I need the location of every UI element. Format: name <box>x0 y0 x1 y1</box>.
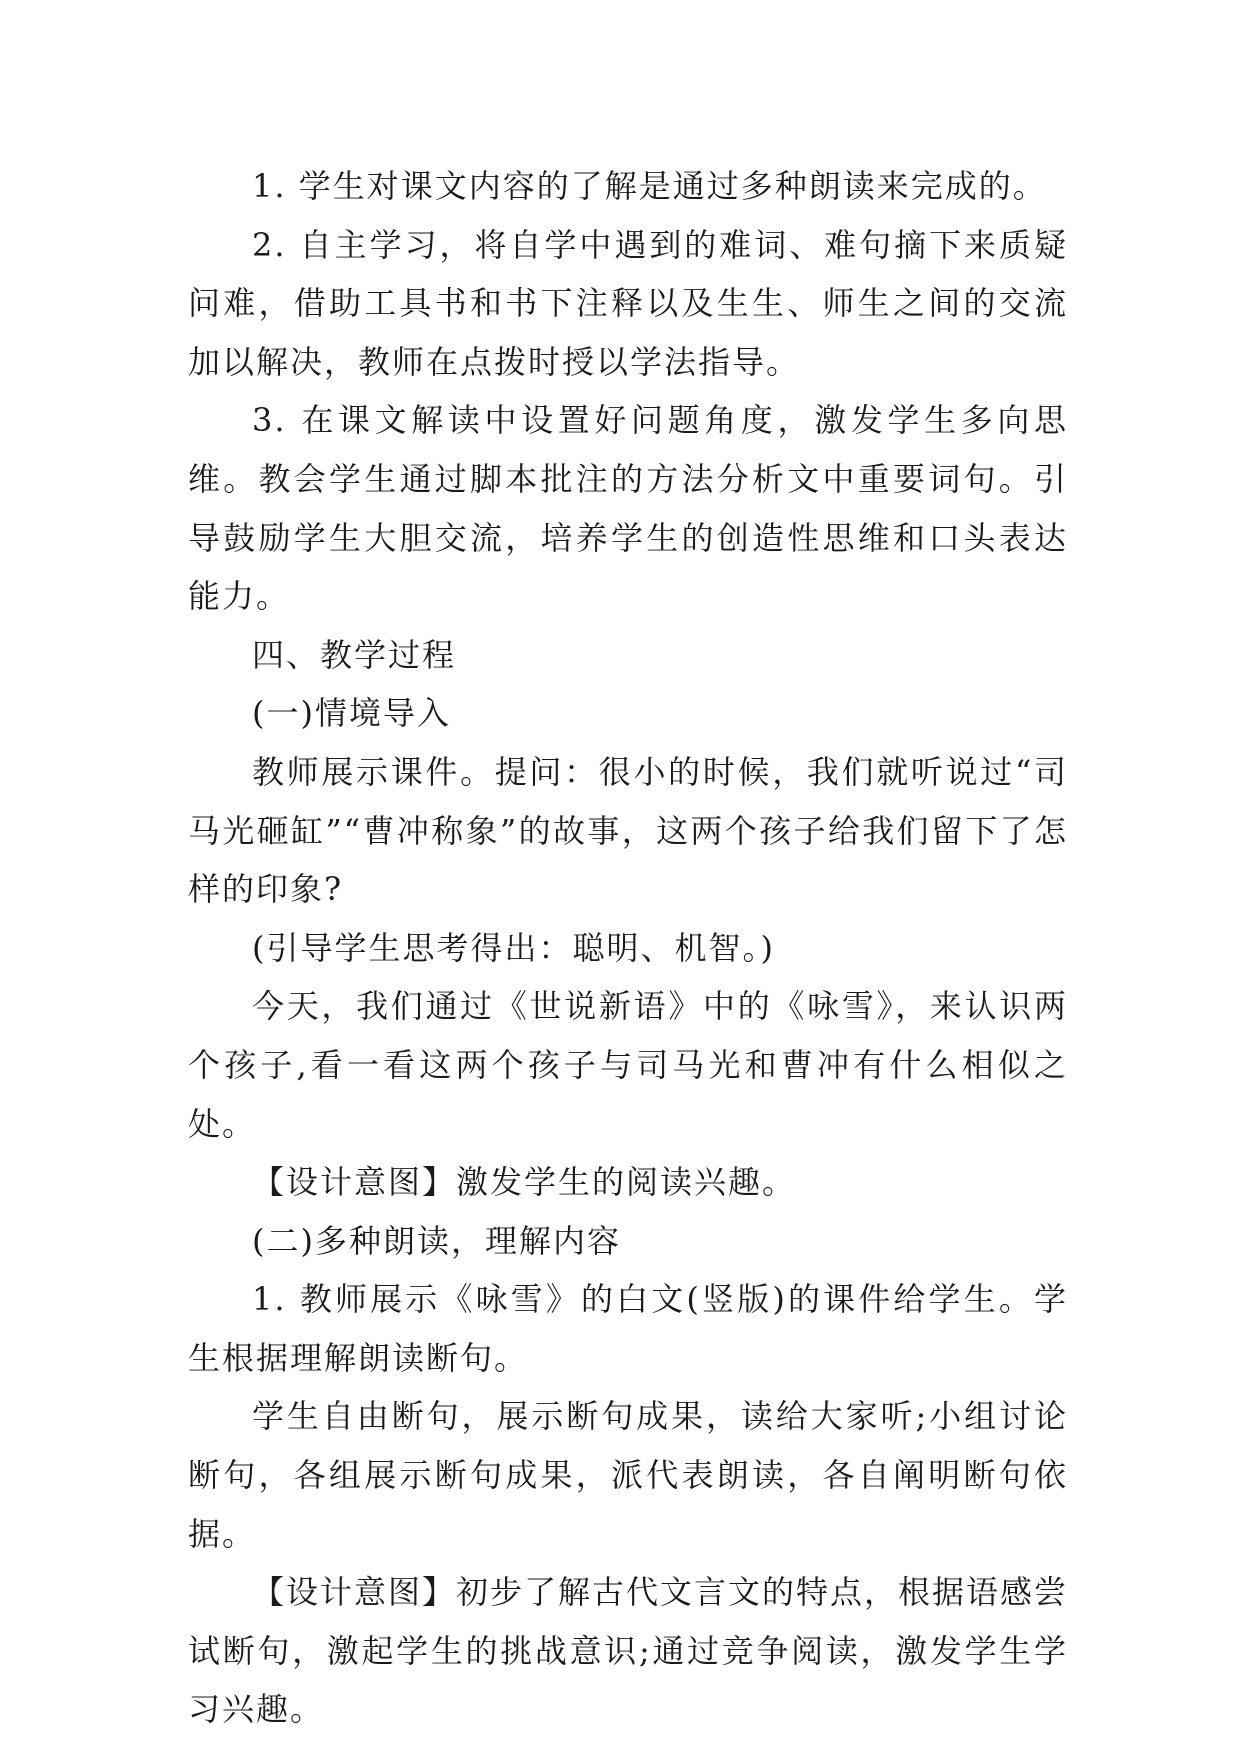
paragraph-1: 1. 学生对课文内容的了解是通过多种朗读来完成的。 <box>252 167 1047 205</box>
paragraph-7: 1. 教师展示《咏雪》的白文(竖版)的课件给学生。学生根据理解朗读断句。 <box>188 1280 1068 1377</box>
paragraph-2: 2. 自主学习，将自学中遇到的难词、难句摘下来质疑问难，借助工具书和书下注释以及生生、师生之间的交流加以解决，教师在点拨时授以学法指导。 <box>188 225 1068 381</box>
subheading-situation-intro: (一)情境导入 <box>252 694 451 733</box>
design-intent-1: 【设计意图】激发学生的阅读兴趣。 <box>252 1163 797 1202</box>
paragraph-4: 教师展示课件。提问：很小的时候，我们就听说过“司马光砸缸”“曹冲称象”的故事，这两个孩子给我们留下了怎样的印象? <box>188 752 1068 909</box>
subheading-multiple-reading: (二)多种朗读，理解内容 <box>252 1221 621 1260</box>
paragraph-5: (引导学生思考得出：聪明、机智。) <box>252 928 775 967</box>
paragraph-8: 学生自由断句，展示断句成果，读给大家听;小组讨论断句，各组展示断句成果，派代表朗读，各自阐明断句依据。 <box>188 1397 1068 1553</box>
paragraph-6: 今天，我们通过《世说新语》中的《咏雪》，来认识两个孩子,看一看这两个孩子与司马光和曹冲有什么相似之处。 <box>188 987 1068 1143</box>
document-body <box>188 157 1068 1739</box>
section-heading-teaching-process: 四、教学过程 <box>252 635 457 674</box>
paragraph-3: 3. 在课文解读中设置好问题角度，激发学生多向思维。教会学生通过脚本批注的方法分析文中重要词句。引导鼓励学生大胆交流，培养学生的创造性思维和口头表达能力。 <box>188 401 1068 616</box>
design-intent-2: 【设计意图】初步了解古代文言文的特点，根据语感尝试断句，激起学生的挑战意识;通过竞争阅读，激发学生学习兴趣。 <box>188 1573 1069 1729</box>
